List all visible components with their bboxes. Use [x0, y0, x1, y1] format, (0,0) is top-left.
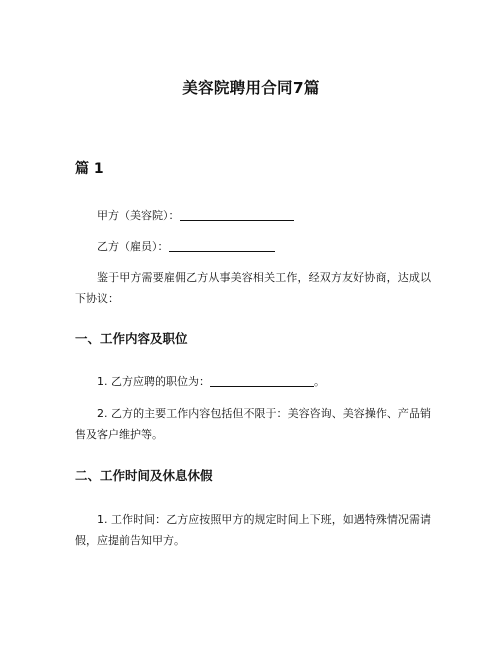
clause-1-2: 2. 乙方的主要工作内容包括但不限于：美容咨询、美容操作、产品销售及客户维护等。: [75, 407, 431, 441]
party-b-label: 乙方（雇员）：: [97, 240, 169, 253]
party-a-blank: [180, 208, 294, 221]
clause-1-1-end: 。: [314, 375, 325, 388]
position-blank: [210, 374, 314, 387]
party-b-blank: [169, 239, 275, 252]
heading-work-content: 一、工作内容及职位: [75, 331, 188, 346]
clause-1-1-text: 1. 乙方应聘的职位为：: [97, 375, 210, 388]
heading-work-hours: 二、工作时间及休息休假: [75, 468, 213, 483]
clause-1-1: [75, 372, 431, 393]
section-label: 篇 1: [75, 161, 104, 177]
party-a-line: [97, 206, 294, 226]
intro-paragraph: 鉴于甲方需要雇佣乙方从事美容相关工作，经双方友好协商，达成以下协议：: [75, 271, 431, 305]
document-title: 美容院聘用合同7篇: [182, 79, 320, 97]
party-b-line: [97, 237, 275, 257]
party-a-label: 甲方（美容院）：: [97, 209, 180, 222]
clause-2-1: 1. 工作时间：乙方应按照甲方的规定时间上下班，如遇特殊情况需请假，应提前告知甲方。: [75, 513, 431, 547]
